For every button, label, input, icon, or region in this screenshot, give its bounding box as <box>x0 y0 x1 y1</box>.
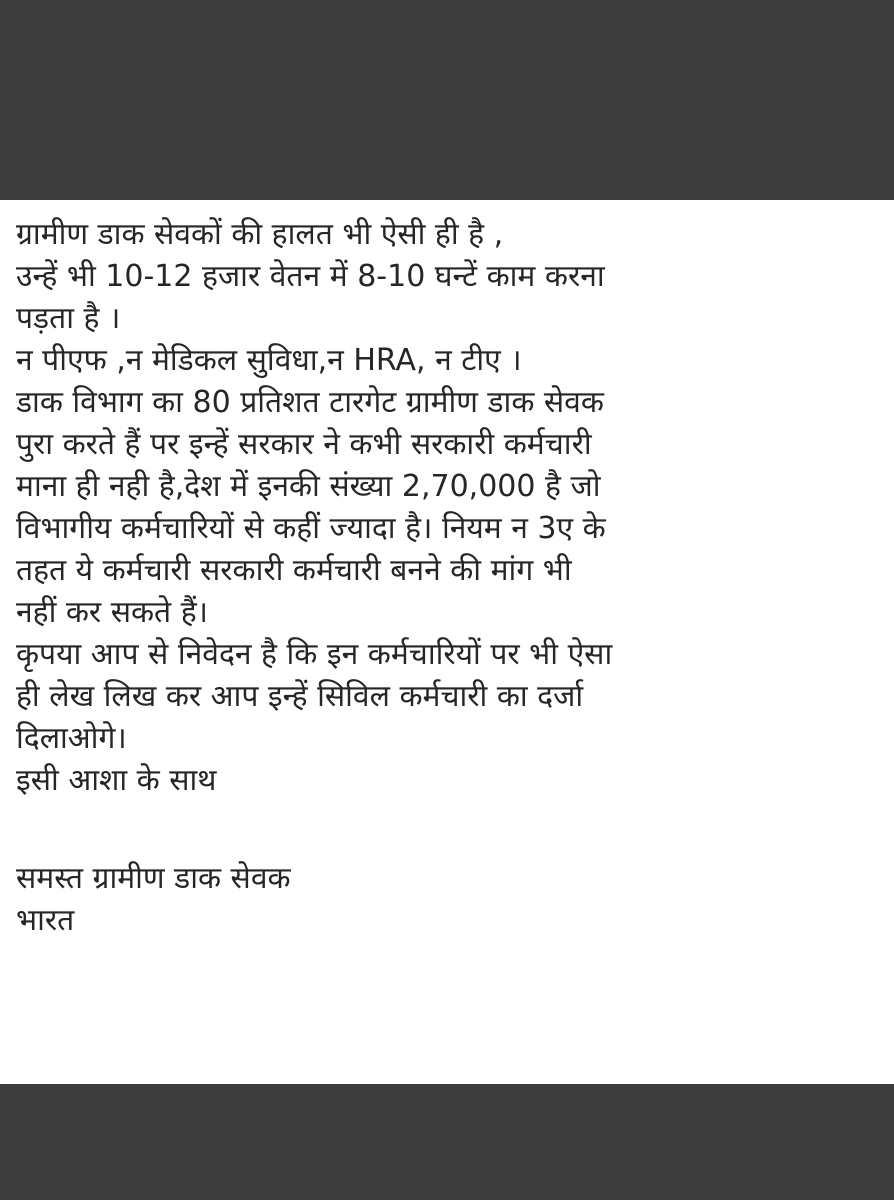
signature-gap <box>16 802 882 858</box>
letter-line: इसी आशा के साथ <box>16 763 217 798</box>
signature-line: समस्त ग्रामीण डाक सेवक <box>16 861 291 896</box>
letter-line: नहीं कर सकते हैं। <box>16 595 208 630</box>
letter-line: डाक विभाग का 80 प्रतिशत टारगेट ग्रामीण डाक सेवक <box>16 385 604 420</box>
letter-line: न पीएफ ,न मेडिकल सुविधा,न HRA, न टीए । <box>16 343 522 378</box>
letter-line: तहत ये कर्मचारी सरकारी कर्मचारी बनने की मांग भी <box>16 553 572 588</box>
signature-place: भारत <box>16 903 75 938</box>
letter-line: दिलाओगे। <box>16 721 127 756</box>
letter-line: उन्हें भी 10-12 हजार वेतन में 8-10 घन्टें काम करना <box>16 259 605 294</box>
letter-line: माना ही नही है,देश में इनकी संख्या 2,70,000 है जो <box>16 469 601 504</box>
letter-line: पुरा करते हैं पर इन्हें सरकार ने कभी सरकारी कर्मचारी <box>16 427 592 462</box>
letter-line: ही लेख लिख कर आप इन्हें सिविल कर्मचारी का दर्जा <box>16 679 584 714</box>
letter-line: विभागीय कर्मचारियों से कहीं ज्यादा है। नियम न 3ए के <box>16 511 606 546</box>
top-dark-bar <box>0 0 894 200</box>
letter-panel <box>0 200 894 1084</box>
bottom-dark-bar <box>0 1084 894 1200</box>
letter-line: ग्रामीण डाक सेवकों की हालत भी ऐसी ही है , <box>16 217 504 252</box>
letter-line: कृपया आप से निवेदन है कि इन कर्मचारियों पर भी ऐसा <box>16 637 613 672</box>
letter-line: पड़ता है । <box>16 301 121 336</box>
